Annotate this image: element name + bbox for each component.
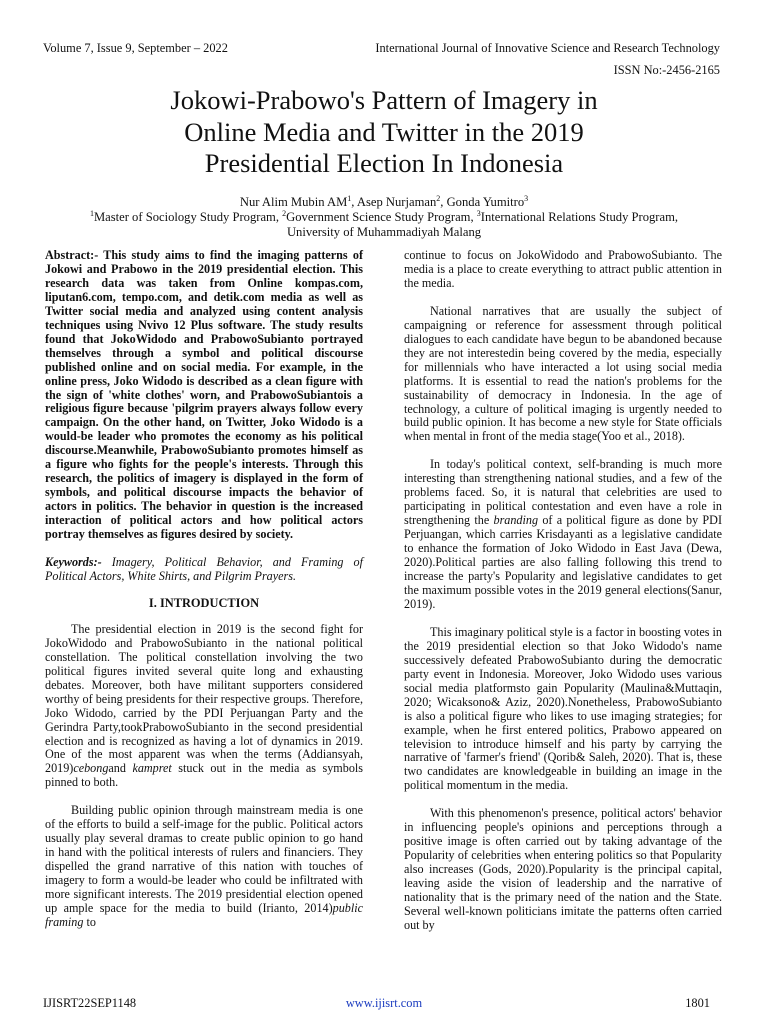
abstract: Abstract:- This study aims to find the imaging patterns of Jokowi and Prabowo in the 2019 presidential election. This research data was taken from Online kompas.com, liputan6.com, tempo.com, and detik.com media as well as Twitter social media and analyzed using content analysis techniques using Nvivo 12 Plus software. The study results found that JokoWidodo and PrabowoSubianto portrayed themselves through a symbol and political discourse published online and on social media. For example, in the online press, Joko Widodo is described as a clean figure with the sign of 'white clothes' worn, and PrabowoSubiantois a religious figure because 'pilgrim prayers always follow every campaign. On the other hand, on Twitter, Joko Widodo is a would-be leader who promotes the economy as his political discourse.Meanwhile, PrabowoSubianto promotes himself as a figure who fights for the people's interests. Through this research, the politics of imagery is displayed in the form of symbols, and political discourse impacts the behavior of actors in politics. The behavior in question is the increased interaction of political actors and how political actors portray themselves as figures desired by society. bbox=[45, 248, 363, 542]
paper-title bbox=[60, 85, 708, 180]
journal-name-header: International Journal of Innovative Science and Research Technology bbox=[375, 41, 720, 55]
section-heading-introduction: I. INTRODUCTION bbox=[148, 595, 260, 610]
footer-page-number: 1801 bbox=[685, 996, 710, 1010]
footer-paper-id: IJISRT22SEP1148 bbox=[43, 996, 137, 1010]
journal-volume-header: Volume 7, Issue 9, September – 2022 bbox=[43, 41, 228, 55]
author-block bbox=[0, 195, 768, 240]
intro-paragraph-1: The presidential election in 2019 is the second fight for JokoWidodo and PrabowoSubianto in the national political constellation. The political constellation involving the two political figures invited several quite long and exhausting debates. Moreover, both have militant supporters considered worthy of being presidents for their respective groups. Therefore, Joko Widodo, carried by the PDI Perjuangan Party and the Gerindra Party,tookPrabowoSubianto in the second presidential election and is recognized as having a lot of dynamics in 2019. One of the most apparent was when the terms (Addiansyah, 2019)cebongand kampret stuck out in the media as symbols pinned to both. bbox=[45, 621, 363, 790]
right-paragraph-0: continue to focus on JokoWidodo and PrabowoSubianto. The media is a place to create everything to attract public attention in the media. bbox=[404, 248, 722, 290]
author-names: Nur Alim Mubin $AM^1$, Asep Nurjaman$^2$, Gonda Yumitro$^3$ bbox=[239, 193, 529, 209]
right-column bbox=[404, 249, 722, 933]
right-paragraph-4: With this phenomenon's presence, political actors' behavior in influencing people's opinions and perceptions through a positive image is often carried out by taking advantage of the Popularity of celebrities when entering politics so that Popularity also increases (Gods, 2020).Popularity is the principal capital, leaving aside the vision of leadership and the narrative of nationality that is the primary need of the nation and the State. Several well-known politicians imitate the patterns often carried out by bbox=[404, 806, 722, 932]
title-line-3: Presidential Election In Indonesia bbox=[204, 148, 564, 178]
footer-website-link[interactable]: www.ijisrt.com bbox=[345, 996, 423, 1010]
issn-header: ISSN No:-2456-2165 bbox=[613, 63, 720, 77]
author-university: University of Muhammadiyah Malang bbox=[286, 225, 482, 239]
left-column bbox=[45, 249, 363, 930]
title-line-2: Online Media and Twitter in the 2019 bbox=[184, 116, 584, 147]
right-paragraph-1: National narratives that are usually the subject of campaigning or reference for assessment through political dialogues to each candidate have begun to be abandoned because they are not interestedin being covered by the media, especially for millennials who have interacted a lot using social media platforms. It is essential to read the nation's problems for the sustainability of democracy in Indonesia. In the age of technology, a culture of political imaging is urgently needed to build public opinion. It has become a new style for State officials when mental in front of the media stage(Yoo et al., 2018). bbox=[404, 303, 722, 444]
right-paragraph-2: In today's political context, self-branding is much more interesting than strengthening national studies, and a few of the problems faced. So, it is natural that celebrities are used to participating in political contestation and even have a role in strengthening the branding of a political figure as done by PDI Perjuangan, which carries Krisdayanti as a legislative candidate to enhance the formation of Joko Widodo in East Java (Dewa, 2020).Political parties are also falling following this trend to increase the party's Popularity and legislative candidates to get the maximum possible votes in the 2019 general elections(Sanur, 2019). bbox=[404, 457, 722, 611]
keywords: Keywords:- Imagery, Political Behavior, and Framing of Political Actors, White Shirts, and Pilgrim Prayers. bbox=[45, 555, 363, 583]
right-paragraph-3: This imaginary political style is a factor in boosting votes in the 2019 presidential election so that Joko Widodo's name successively defeated PrabowoSubianto during the democratic party event in Indonesia. Moreover, Joko Widodo uses various social media platformsto gain Popularity (Maulina&Muttaqin, 2020; Wicaksono& Aziz, 2020).Nonetheless, PrabowoSubianto is also a political figure who likes to use imaging strategies; for example, when he first entered politics, Prabowo appeared on television to introduce himself and his party by carrying the narrative of 'farmer's friend' (Qorib& Saleh, 2020). That is, these two candidates are knowledgeable in building an image in the political momentum in the media. bbox=[404, 624, 722, 793]
title-line-1: Jokowi-Prabowo's Pattern of Imagery in bbox=[170, 85, 598, 115]
author-affiliations: $^1$Master of Sociology Study Program, $^2$Government Science Study Program, $^3$International Relations Study Program, bbox=[89, 208, 679, 224]
intro-paragraph-2: Building public opinion through mainstream media is one of the efforts to build a self-image for the public. Political actors usually play several dramas to create public opinion to go hand in hand with the political interests of rulers and financiers. They dispelled the grand narrative of this nation with touches of imagery to form a would-be leader who could be infiltrated with more significant interests. The 2019 presidential election opened up ample space for the media to build (Irianto, 2014)public framing to bbox=[45, 803, 363, 929]
